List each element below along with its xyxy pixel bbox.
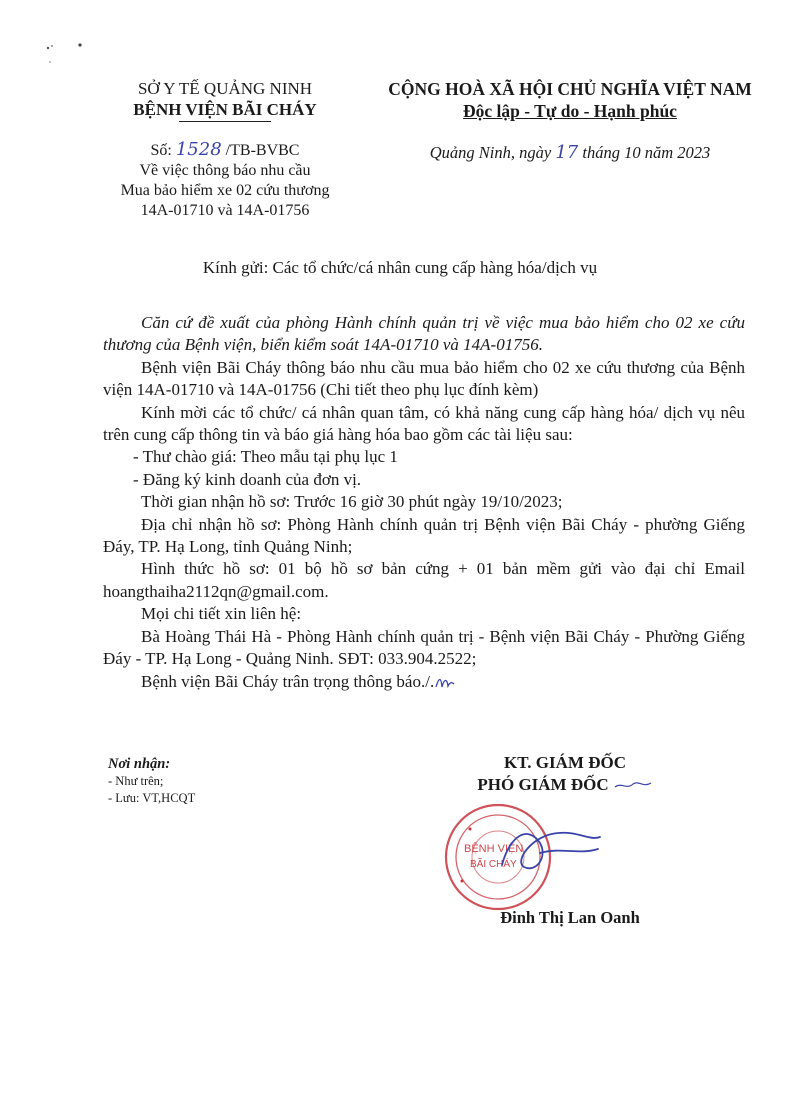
recipients-list <box>108 755 328 807</box>
body-paragraph-contact-intro: Mọi chi tiết xin liên hệ: <box>141 604 302 624</box>
subject-line-1: Về việc thông báo nhu cầu <box>139 162 311 179</box>
doc-number-handwritten: 1528 <box>175 139 222 160</box>
signature-title-2-text: PHÓ GIÁM ĐỐC <box>477 775 609 794</box>
recipients-item: - Lưu: VT,HCQT <box>108 791 196 805</box>
body-bullet-quote-letter: - Thư chào giá: Theo mẫu tại phụ lục 1 <box>133 447 398 467</box>
initial-mark <box>434 673 456 691</box>
issuing-organization <box>100 78 350 122</box>
signature-title <box>440 752 690 796</box>
recipients-item: - Như trên; <box>108 774 164 788</box>
national-motto <box>360 78 780 122</box>
org-parent: SỞ Y TẾ QUẢNG NINH <box>137 79 313 98</box>
official-stamp <box>440 795 640 915</box>
body-paragraph-notice: Bệnh viện Bãi Cháy thông báo nhu cầu mua bảo hiểm cho 02 xe cứu thương của Bệnh viện 14A-01710 và 14A-01756 (Chi tiết theo phụ lục đính kèm) <box>103 357 745 400</box>
nation-motto: Độc lập - Tự do - Hạnh phúc <box>463 101 677 121</box>
body-paragraph-basis: Căn cứ đề xuất của phòng Hành chính quản trị về việc mua bảo hiểm cho 02 xe cứu thương của Bệnh viện, biển kiểm soát 14A-01710 và 14A-01756. <box>103 313 745 355</box>
document-body <box>103 312 745 693</box>
scan-marks <box>40 36 100 66</box>
body-paragraph-submission-form: Hình thức hồ sơ: 01 bộ hồ sơ bản cứng + 01 bản mềm gửi vào đại chỉ Email hoangthaiha2112qn@gmail.com. <box>103 559 745 601</box>
subject-line-2: Mua bảo hiểm xe 02 cứu thương <box>120 182 330 199</box>
org-name: BỆNH VIỆN BÃI CHÁY <box>133 100 317 119</box>
body-bullet-business-registration: - Đăng ký kinh doanh của đơn vị. <box>133 469 362 489</box>
issue-date <box>360 142 780 163</box>
subject-line-3: 14A-01710 và 14A-01756 <box>140 202 310 219</box>
body-paragraph-closing <box>103 671 745 693</box>
doc-number-prefix: Số: <box>150 142 176 159</box>
doc-number-suffix: /TB-BVBC <box>221 142 300 159</box>
title-initial-mark <box>613 778 653 792</box>
document-number <box>100 140 350 161</box>
signature-title-2 <box>440 774 690 796</box>
stamp-seal <box>446 805 550 909</box>
body-paragraph-deadline: Thời gian nhận hồ sơ: Trước 16 giờ 30 phút ngày 19/10/2023; <box>141 492 563 512</box>
document-number-block <box>100 140 350 221</box>
recipients-heading: Nơi nhận: <box>108 756 171 772</box>
body-paragraph-contact-person: Bà Hoàng Thái Hà - Phòng Hành chính quản trị - Bệnh viện Bãi Cháy - Phường Giếng Đáy - TP. Hạ Long - Quảng Ninh. SĐT: 033.904.2522; <box>103 626 745 669</box>
stamp-text-2: BÃI CHÁY <box>470 859 517 870</box>
org-underline <box>179 121 271 122</box>
date-prefix: Quảng Ninh, ngày <box>429 143 556 162</box>
recipient-line: Kính gửi: Các tổ chức/cá nhân cung cấp hàng hóa/dịch vụ <box>202 258 598 277</box>
signer-name: Đinh Thị Lan Oanh <box>500 908 640 927</box>
signature-title-1: KT. GIÁM ĐỐC <box>504 753 626 772</box>
body-paragraph-invitation: Kính mời các tổ chức/ cá nhân quan tâm, có khả năng cung cấp hàng hóa/ dịch vụ nêu trên cung cấp thông tin và báo giá hàng hóa bao gồm các tài liệu sau: <box>103 402 745 445</box>
date-suffix: tháng 10 năm 2023 <box>578 143 711 162</box>
closing-text: Bệnh viện Bãi Cháy trân trọng thông báo./. <box>141 671 435 691</box>
stamp-text-1: BỆNH VIỆN <box>464 843 524 855</box>
date-day-handwritten: 17 <box>555 142 579 163</box>
body-paragraph-address: Địa chỉ nhận hồ sơ: Phòng Hành chính quản trị Bệnh viện Bãi Cháy - phường Giếng Đáy, TP. Hạ Long, tỉnh Quảng Ninh; <box>103 514 745 557</box>
nation-title: CỘNG HOÀ XÃ HỘI CHỦ NGHĨA VIỆT NAM <box>388 79 752 99</box>
